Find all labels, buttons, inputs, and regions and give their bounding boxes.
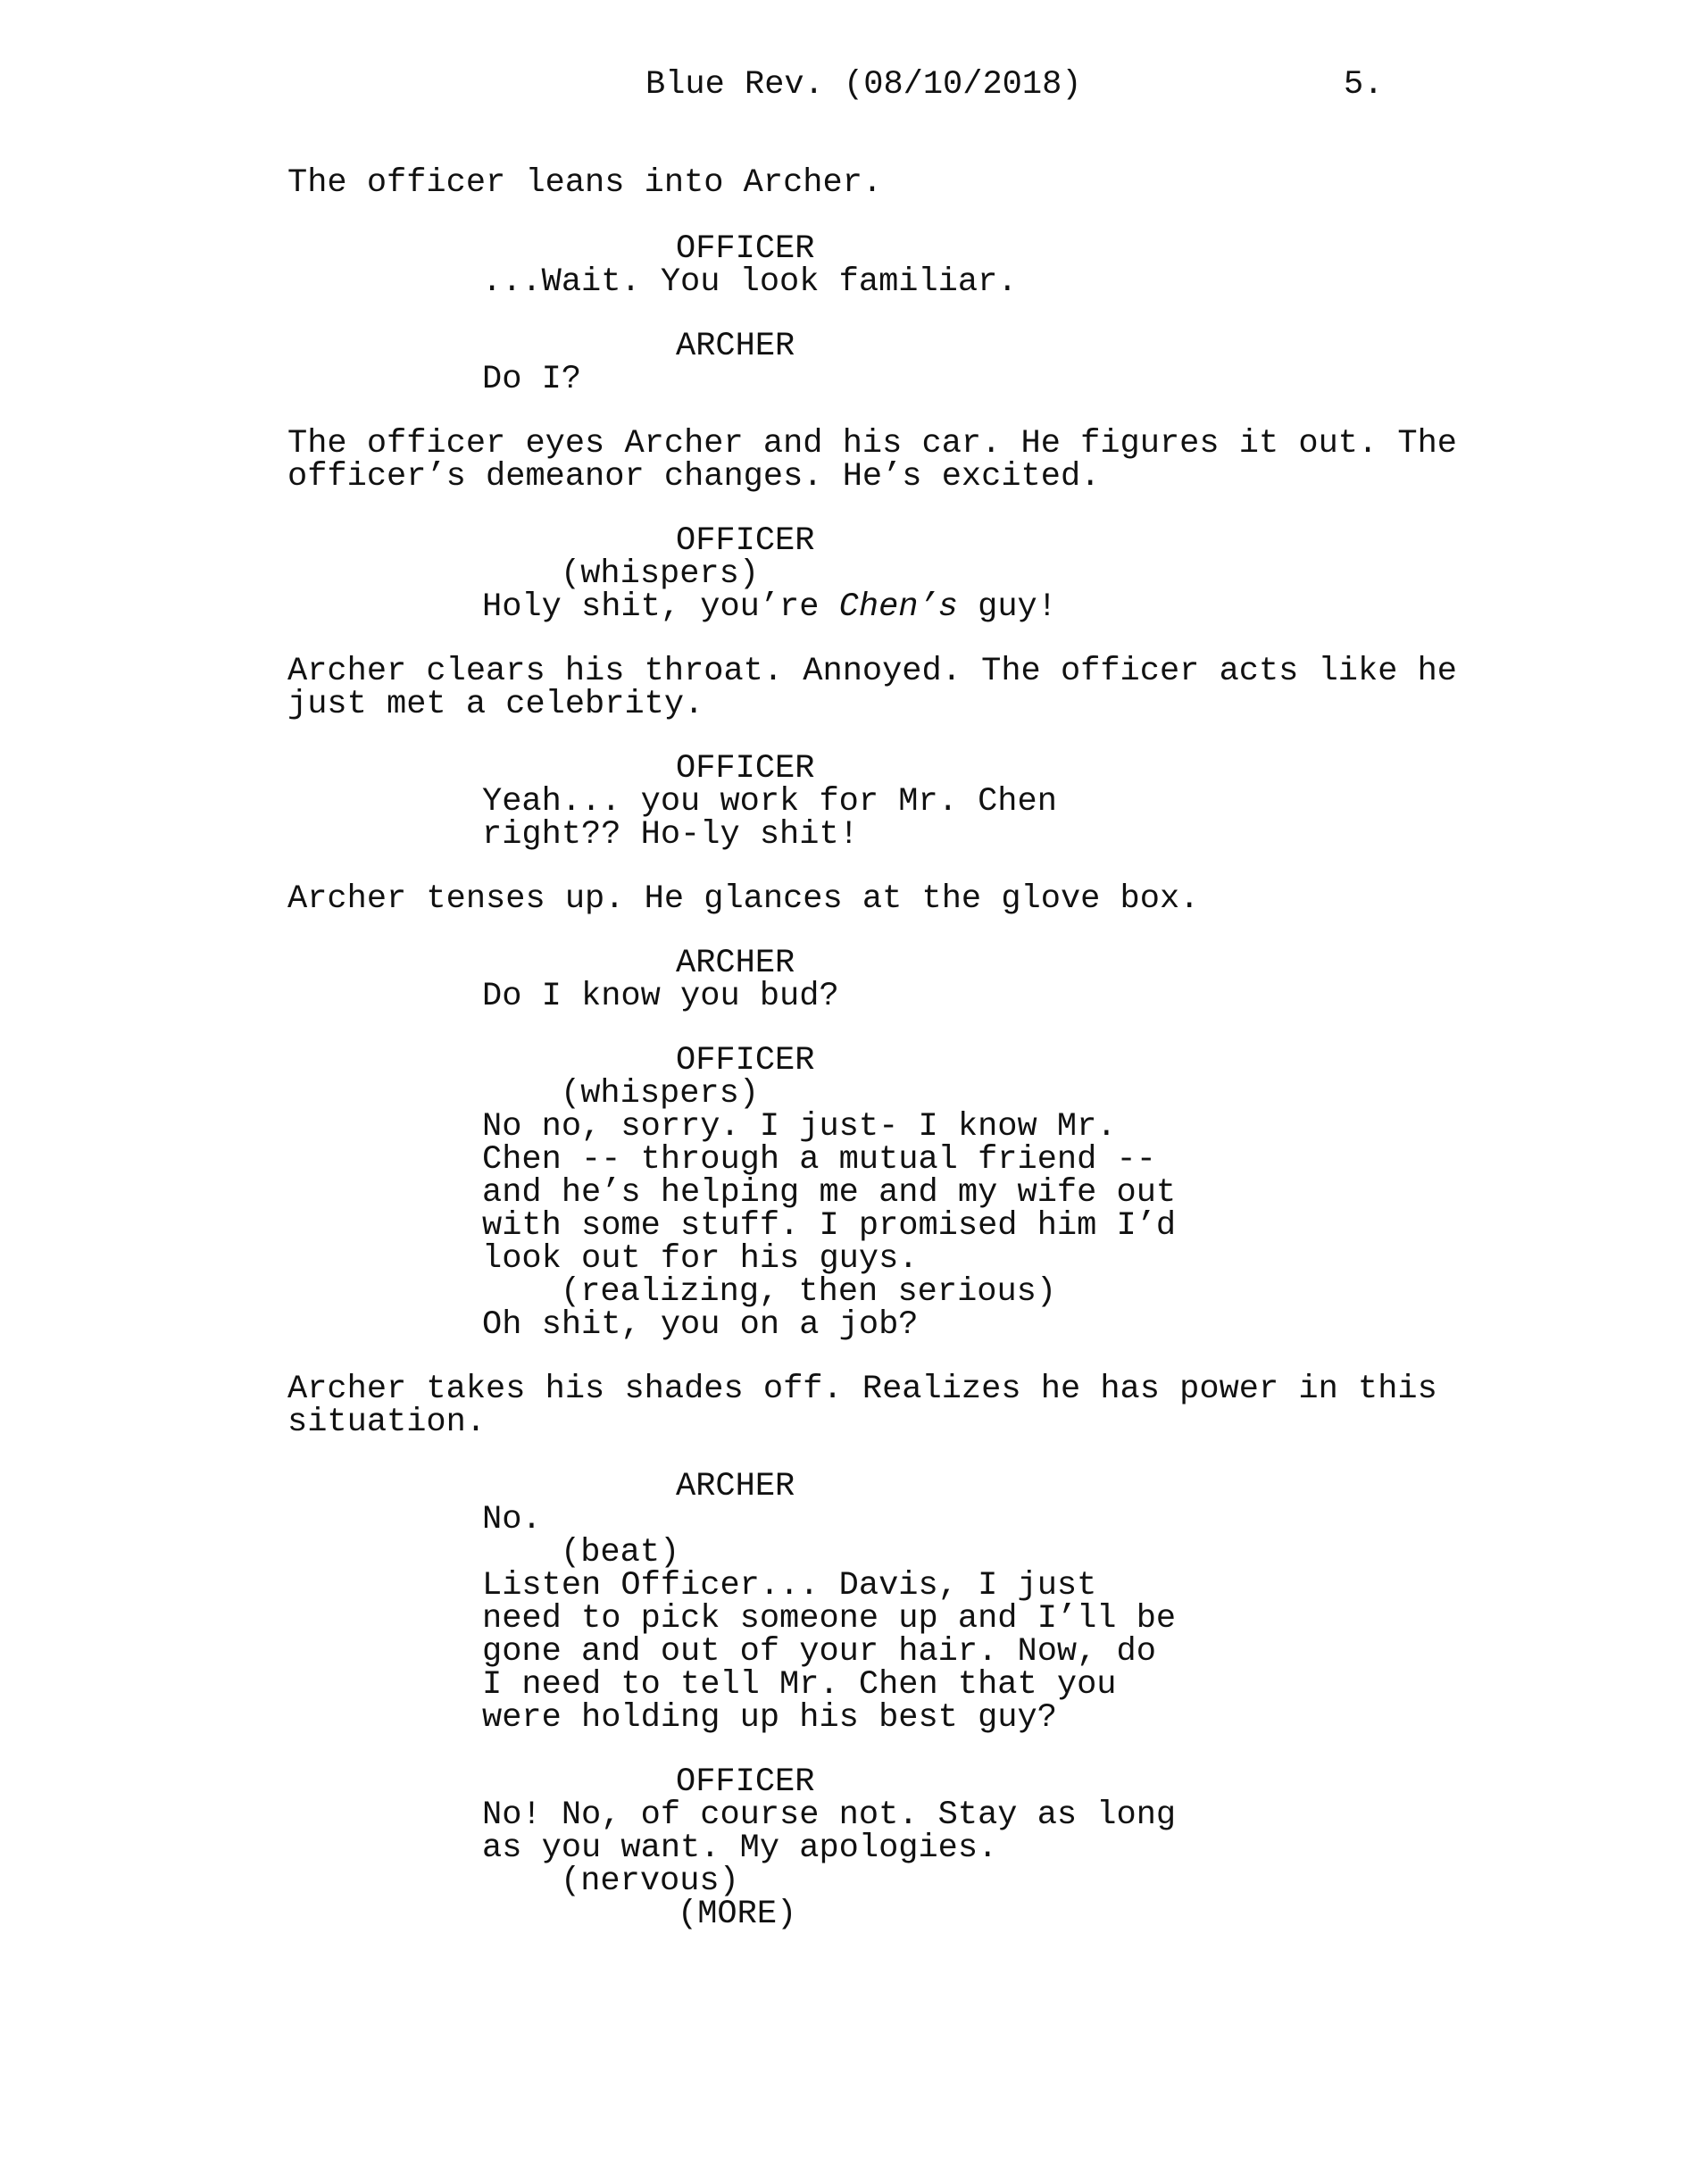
dialogue-line: Chen -- through a mutual friend --: [482, 1141, 1156, 1179]
dialogue-line: ...Wait. You look familiar.: [482, 263, 1018, 301]
dialogue-line: Listen Officer... Davis, I just: [482, 1567, 1097, 1605]
dialogue-line: and he’s helping me and my wife out: [482, 1174, 1177, 1212]
dialogue-text: guy!: [957, 588, 1057, 626]
dialogue-line: No.: [482, 1501, 542, 1538]
parenthetical: (realizing, then serious): [561, 1273, 1057, 1311]
action-line: Archer clears his throat. Annoyed. The officer acts like he: [287, 653, 1458, 690]
character-cue: ARCHER: [676, 1468, 795, 1505]
action-line: officer’s demeanor changes. He’s excited.: [287, 458, 1101, 496]
dialogue-text: Holy shit, you’re: [482, 588, 839, 626]
character-cue: OFFICER: [676, 750, 815, 788]
dialogue-line: I need to tell Mr. Chen that you: [482, 1666, 1117, 1704]
dialogue-line: [482, 588, 1057, 626]
dialogue-line: Do I know you bud?: [482, 978, 839, 1015]
action-line: situation.: [287, 1404, 487, 1441]
character-cue: OFFICER: [676, 522, 815, 560]
character-cue: OFFICER: [676, 1763, 815, 1801]
parenthetical: (nervous): [561, 1863, 739, 1900]
dialogue-emphasis: Chen’s: [838, 588, 958, 626]
page-number: 5.: [1344, 66, 1384, 104]
action-line: Archer tenses up. He glances at the glove box.: [287, 880, 1200, 918]
character-cue: OFFICER: [676, 230, 815, 268]
dialogue-line: Oh shit, you on a job?: [482, 1306, 919, 1344]
character-cue: OFFICER: [676, 1042, 815, 1079]
action-line: Archer takes his shades off. Realizes he has power in this: [287, 1371, 1437, 1408]
more-marker: (MORE): [678, 1896, 797, 1933]
dialogue-line: Do I?: [482, 361, 582, 398]
character-cue: ARCHER: [676, 945, 795, 982]
action-line: just met a celebrity.: [287, 686, 704, 723]
dialogue-line: look out for his guys.: [482, 1240, 919, 1278]
parenthetical: (whispers): [561, 1075, 760, 1113]
action-line: The officer leans into Archer.: [287, 164, 883, 202]
dialogue-line: need to pick someone up and I’ll be: [482, 1600, 1177, 1638]
dialogue-line: Yeah... you work for Mr. Chen: [482, 783, 1057, 821]
action-line: The officer eyes Archer and his car. He figures it out. The: [287, 425, 1458, 463]
parenthetical: (beat): [561, 1534, 680, 1571]
dialogue-line: right?? Ho-ly shit!: [482, 816, 859, 854]
dialogue-line: gone and out of your hair. Now, do: [482, 1633, 1156, 1671]
dialogue-line: with some stuff. I promised him I’d: [482, 1207, 1177, 1245]
dialogue-line: as you want. My apologies.: [482, 1830, 998, 1867]
character-cue: ARCHER: [676, 328, 795, 365]
revision-header: Blue Rev. (08/10/2018): [645, 66, 1082, 104]
dialogue-line: No! No, of course not. Stay as long: [482, 1796, 1177, 1834]
dialogue-line: were holding up his best guy?: [482, 1699, 1057, 1737]
parenthetical: (whispers): [561, 555, 760, 593]
dialogue-line: No no, sorry. I just- I know Mr.: [482, 1108, 1117, 1146]
